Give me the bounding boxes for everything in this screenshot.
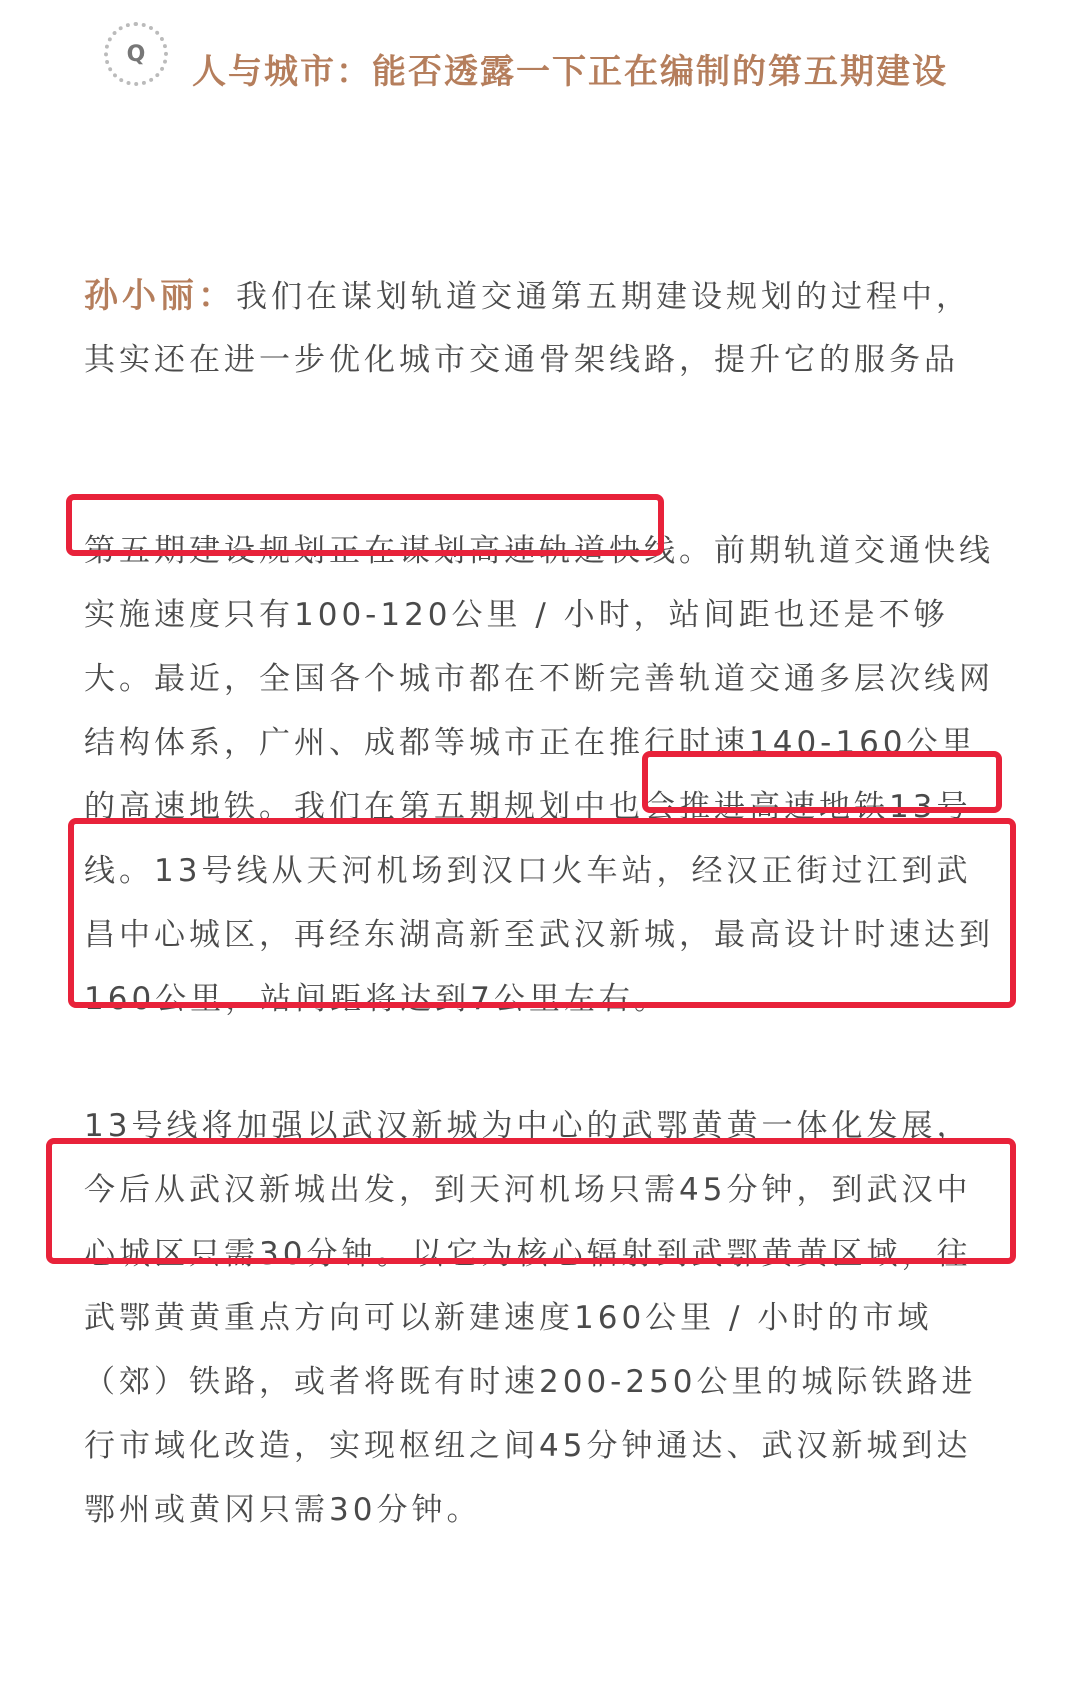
question-icon: Q [104,22,168,86]
para1-line1-text: 我们在谋划轨道交通第五期建设规划的过程中， [236,279,971,315]
para2-line4: 结构体系，广州、成都等城市正在推行时速140-160公里 [84,725,977,761]
para2-line8: 160公里，站间距将达到7公里左右。 [84,981,669,1017]
para2-line1 [84,525,1004,570]
speaker-name: 孙小丽： [84,276,236,316]
para3-line2: 今后从武汉新城出发，到天河机场只需45分钟，到武汉中 [84,1172,972,1208]
para2-highlight-2-text: 推进高速地铁13号 [679,789,972,825]
para2-line5-text: 的高速地铁。我们在第五期规划中也会 [84,789,679,825]
para1-line1 [84,268,1004,317]
para2-line5 [84,781,1004,826]
para3-line1: 13号线将加强以武汉新城为中心的武鄂黄黄一体化发展， [84,1108,972,1144]
para2-highlight-1-text: 第五期建设规划正在谋划高速轨道快线。 [84,533,714,569]
para3-line6: 行市域化改造，实现枢纽之间45分钟通达、武汉新城到达 [84,1428,972,1464]
para3-line3: 心城区只需30分钟。以它为核心辐射到武鄂黄黄区域，往 [84,1236,972,1272]
para2-line1-rest: 前期轨道交通快线 [714,533,994,569]
para2-line3: 大。最近，全国各个城市都在不断完善轨道交通多层次线网 [84,661,994,697]
para2-line2: 实施速度只有100-120公里 / 小时，站间距也还是不够 [84,597,949,633]
para3-line4: 武鄂黄黄重点方向可以新建速度160公里 / 小时的市域 [84,1300,933,1336]
para2-line7: 昌中心城区，再经东湖高新至武汉新城，最高设计时速达到 [84,917,994,953]
para2-line6: 线。13号线从天河机场到汉口火车站，经汉正街过江到武 [84,853,972,889]
para3-line7: 鄂州或黄冈只需30分钟。 [84,1492,482,1528]
para1-line2: 其实还在进一步优化城市交通骨架线路，提升它的服务品 [84,342,959,378]
para3-line5: （郊）铁路，或者将既有时速200-250公里的城际铁路进 [84,1364,977,1400]
question-heading: 人与城市：能否透露一下正在编制的第五期建设 [192,52,948,92]
